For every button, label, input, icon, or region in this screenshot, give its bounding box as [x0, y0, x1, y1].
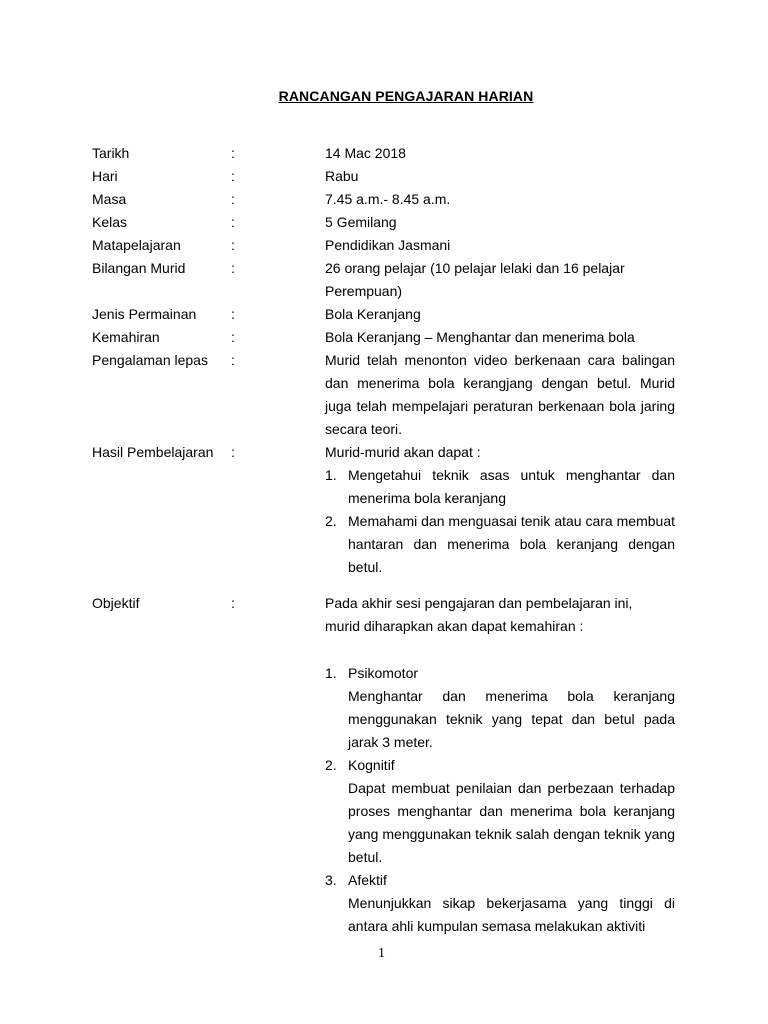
field-label: Hari	[92, 168, 118, 184]
field-label: Tarikh	[92, 145, 130, 161]
field-label: Bilangan Murid	[92, 260, 186, 276]
list-item	[325, 510, 675, 579]
field-colon: :	[231, 444, 235, 460]
field-colon: :	[231, 191, 235, 207]
field-value: Pendidikan Jasmani	[325, 237, 451, 253]
field-value: Murid telah menonton video berkenaan cara balingan dan menerima bola kerangjang dengan betul. Murid juga telah mempelajari peraturan berkenaan bola jaring secara teori.	[325, 352, 675, 437]
list-item	[325, 869, 675, 938]
field-value: 7.45 a.m.- 8.45 a.m.	[325, 191, 451, 207]
field-value: Rabu	[325, 168, 359, 184]
list-item-heading: Afektif	[348, 872, 387, 888]
list-item-number: 2.	[325, 513, 337, 529]
hasil-pembelajaran-list	[325, 464, 675, 579]
field-value: Bola Keranjang	[325, 306, 421, 322]
field-value: 14 Mac 2018	[325, 145, 406, 161]
field-value: Bola Keranjang – Menghantar dan menerima bola	[325, 329, 635, 345]
field-intro: Murid-murid akan dapat :	[325, 444, 481, 460]
field-colon: :	[231, 214, 235, 230]
list-item-number: 3.	[325, 872, 337, 888]
list-item-number: 2.	[325, 757, 337, 773]
list-item-text: Menghantar dan menerima bola keranjang menggunakan teknik yang tepat dan betul pada jarak 3 meter.	[348, 688, 675, 750]
field-colon: :	[231, 329, 235, 345]
field-colon: :	[231, 595, 235, 611]
list-item-heading: Psikomotor	[348, 665, 419, 681]
list-item-heading: Kognitif	[348, 757, 395, 773]
field-label: Hasil Pembelajaran	[92, 444, 214, 460]
field-intro: Pada akhir sesi pengajaran dan pembelajaran ini, murid diharapkan akan dapat kemahiran :	[325, 595, 633, 634]
field-label: Masa	[92, 191, 127, 207]
list-item-text: Menunjukkan sikap bekerjasama yang tinggi di antara ahli kumpulan semasa melakukan aktiviti	[348, 895, 675, 934]
list-item	[325, 662, 675, 754]
list-item-text: Dapat membuat penilaian dan perbezaan terhadap proses menghantar dan menerima bola keranjang yang menggunakan teknik salah dengan teknik yang betul.	[348, 780, 675, 865]
field-label: Matapelajaran	[92, 237, 181, 253]
field-colon: :	[231, 237, 235, 253]
field-label: Objektif	[92, 595, 140, 611]
field-label: Kelas	[92, 214, 128, 230]
list-item-number: 1.	[325, 467, 337, 483]
field-colon: :	[231, 306, 235, 322]
list-item-text: Mengetahui teknik asas untuk menghantar dan menerima bola keranjang	[348, 467, 675, 506]
list-item-text: Memahami dan menguasai tenik atau cara membuat hantaran dan menerima bola keranjang dengan betul.	[348, 513, 675, 575]
field-label: Kemahiran	[92, 329, 160, 345]
field-value: 26 orang pelajar (10 pelajar lelaki dan 16 pelajar Perempuan)	[325, 260, 625, 299]
field-colon: :	[231, 352, 235, 368]
field-label: Pengalaman lepas	[92, 352, 208, 368]
document-title: RANCANGAN PENGAJARAN HARIAN	[278, 88, 534, 104]
list-item	[325, 754, 675, 869]
list-item	[325, 464, 675, 510]
field-label: Jenis Permainan	[92, 306, 197, 322]
field-colon: :	[231, 168, 235, 184]
objektif-list	[325, 662, 675, 938]
page-number: 1	[378, 946, 385, 961]
field-value: 5 Gemilang	[325, 214, 397, 230]
list-item-number: 1.	[325, 665, 337, 681]
field-colon: :	[231, 260, 235, 276]
field-colon: :	[231, 145, 235, 161]
